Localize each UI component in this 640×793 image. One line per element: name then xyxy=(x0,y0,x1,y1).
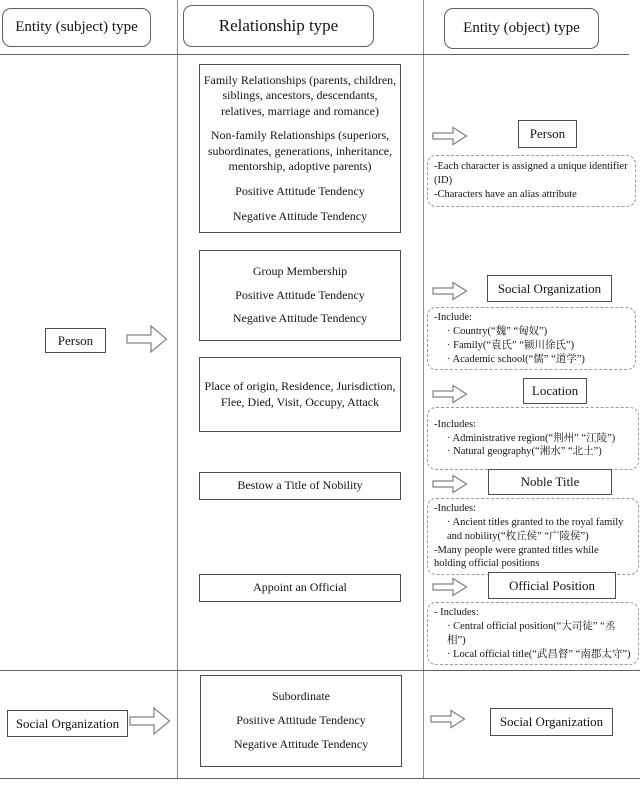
note-line: -Includes: xyxy=(434,418,476,430)
header-label: Entity (subject) type xyxy=(15,19,138,35)
subject-person-label: Person xyxy=(57,332,94,348)
object-person-label: Person xyxy=(529,126,566,141)
relationship-item: Family Relationships (parents, children, siblings, ancestors, descendants, relatives, marriage and romance) xyxy=(203,73,397,118)
relationship-item: Positive Attitude Tendency xyxy=(235,183,365,198)
section-separator-line xyxy=(0,670,640,671)
right-arrow-icon xyxy=(432,125,468,147)
relationship-box-person-nobletitle xyxy=(199,472,401,500)
relationship-item: Subordinate xyxy=(272,689,330,704)
header-label: Relationship type xyxy=(218,16,339,35)
relationship-item: Bestow a Title of Nobility xyxy=(237,478,363,493)
object-noble-title-box xyxy=(488,469,612,495)
object-social-organization-box xyxy=(487,275,612,302)
object-official-position-box xyxy=(488,572,616,599)
column-divider-right xyxy=(423,0,424,779)
note-line: -Many people were granted titles while holding official positions xyxy=(434,544,599,570)
header-separator-line xyxy=(0,54,629,55)
note-line: · Administrative region(“荆州” “江陵”) xyxy=(447,432,616,444)
relationship-box-person-socialorg xyxy=(199,250,401,341)
right-arrow-icon xyxy=(129,705,171,737)
relationship-item: Negative Attitude Tendency xyxy=(232,208,368,223)
note-line: -Each character is assigned a unique identifier (ID) xyxy=(434,161,628,187)
object-location-box xyxy=(523,378,587,404)
bottom-border-line xyxy=(0,778,640,779)
object-social-organization-bottom-box xyxy=(490,708,613,736)
right-arrow-icon xyxy=(432,383,468,405)
object-social-organization-label: Social Organization xyxy=(497,280,602,296)
object-noble-title-label: Noble Title xyxy=(520,474,580,489)
note-line: · Natural geography(“湘水” “北土”) xyxy=(447,446,602,458)
header-entity-object-type xyxy=(444,8,599,49)
note-line: -Include: xyxy=(434,312,472,323)
note-noble-title xyxy=(427,498,639,575)
note-line: · Country(“魏” “匈奴”) xyxy=(447,325,548,337)
right-arrow-icon xyxy=(432,473,468,495)
header-entity-subject-type xyxy=(2,8,151,47)
object-location-label: Location xyxy=(531,383,579,398)
right-arrow-icon xyxy=(126,323,168,355)
note-line: · Ancient titles granted to the royal family and nobility(“枚丘侯” “广陵侯”) xyxy=(447,516,624,542)
relationship-box-person-location xyxy=(199,357,401,432)
relationship-box-person-person xyxy=(199,64,401,233)
note-social-organization xyxy=(427,307,636,370)
subject-social-organization-label: Social Organization xyxy=(15,715,120,731)
relationship-item: Negative Attitude Tendency xyxy=(232,311,368,326)
note-official-position xyxy=(427,602,639,665)
relationship-item: Negative Attitude Tendency xyxy=(233,737,369,752)
relationship-item: Group Membership xyxy=(252,264,348,279)
subject-person-box xyxy=(45,328,106,353)
note-line: · Family(“袁氏” “颍川徐氏”) xyxy=(447,339,575,351)
note-line: · Central official position(“大司徒” “丞相”) xyxy=(447,620,616,646)
relationship-item: Place of origin, Residence, Jurisdiction, Flee, Died, Visit, Occupy, Attack xyxy=(204,379,396,409)
header-label: Entity (object) type xyxy=(463,20,580,36)
right-arrow-icon xyxy=(432,576,468,598)
relationship-box-socialorg-socialorg xyxy=(200,675,402,767)
right-arrow-icon xyxy=(432,280,468,302)
object-person-box xyxy=(518,120,577,148)
object-official-position-label: Official Position xyxy=(508,577,596,593)
note-line: -Includes: xyxy=(434,503,476,514)
note-person xyxy=(427,155,636,207)
note-line: -Characters have an alias attribute xyxy=(434,188,577,200)
relationship-item: Positive Attitude Tendency xyxy=(235,287,365,302)
note-line: · Academic school(“儒” “道学”) xyxy=(447,353,585,365)
right-arrow-icon xyxy=(430,707,466,731)
relationship-box-person-officialposition xyxy=(199,574,401,602)
object-social-organization-bottom-label: Social Organization xyxy=(499,714,604,729)
note-location xyxy=(427,407,639,470)
column-divider-left xyxy=(177,0,178,779)
relationship-item: Non-family Relationships (superiors, subordinates, generations, inheritance, mentorship, adoptive parents) xyxy=(207,128,393,174)
relationship-item: Appoint an Official xyxy=(253,580,347,595)
note-line: - Includes: xyxy=(434,607,479,618)
note-line: · Local official title(“武昌督” “南郡太守”) xyxy=(447,648,631,660)
subject-social-organization-box xyxy=(7,710,128,737)
header-relationship-type xyxy=(183,5,374,47)
relationship-item: Positive Attitude Tendency xyxy=(236,713,366,728)
